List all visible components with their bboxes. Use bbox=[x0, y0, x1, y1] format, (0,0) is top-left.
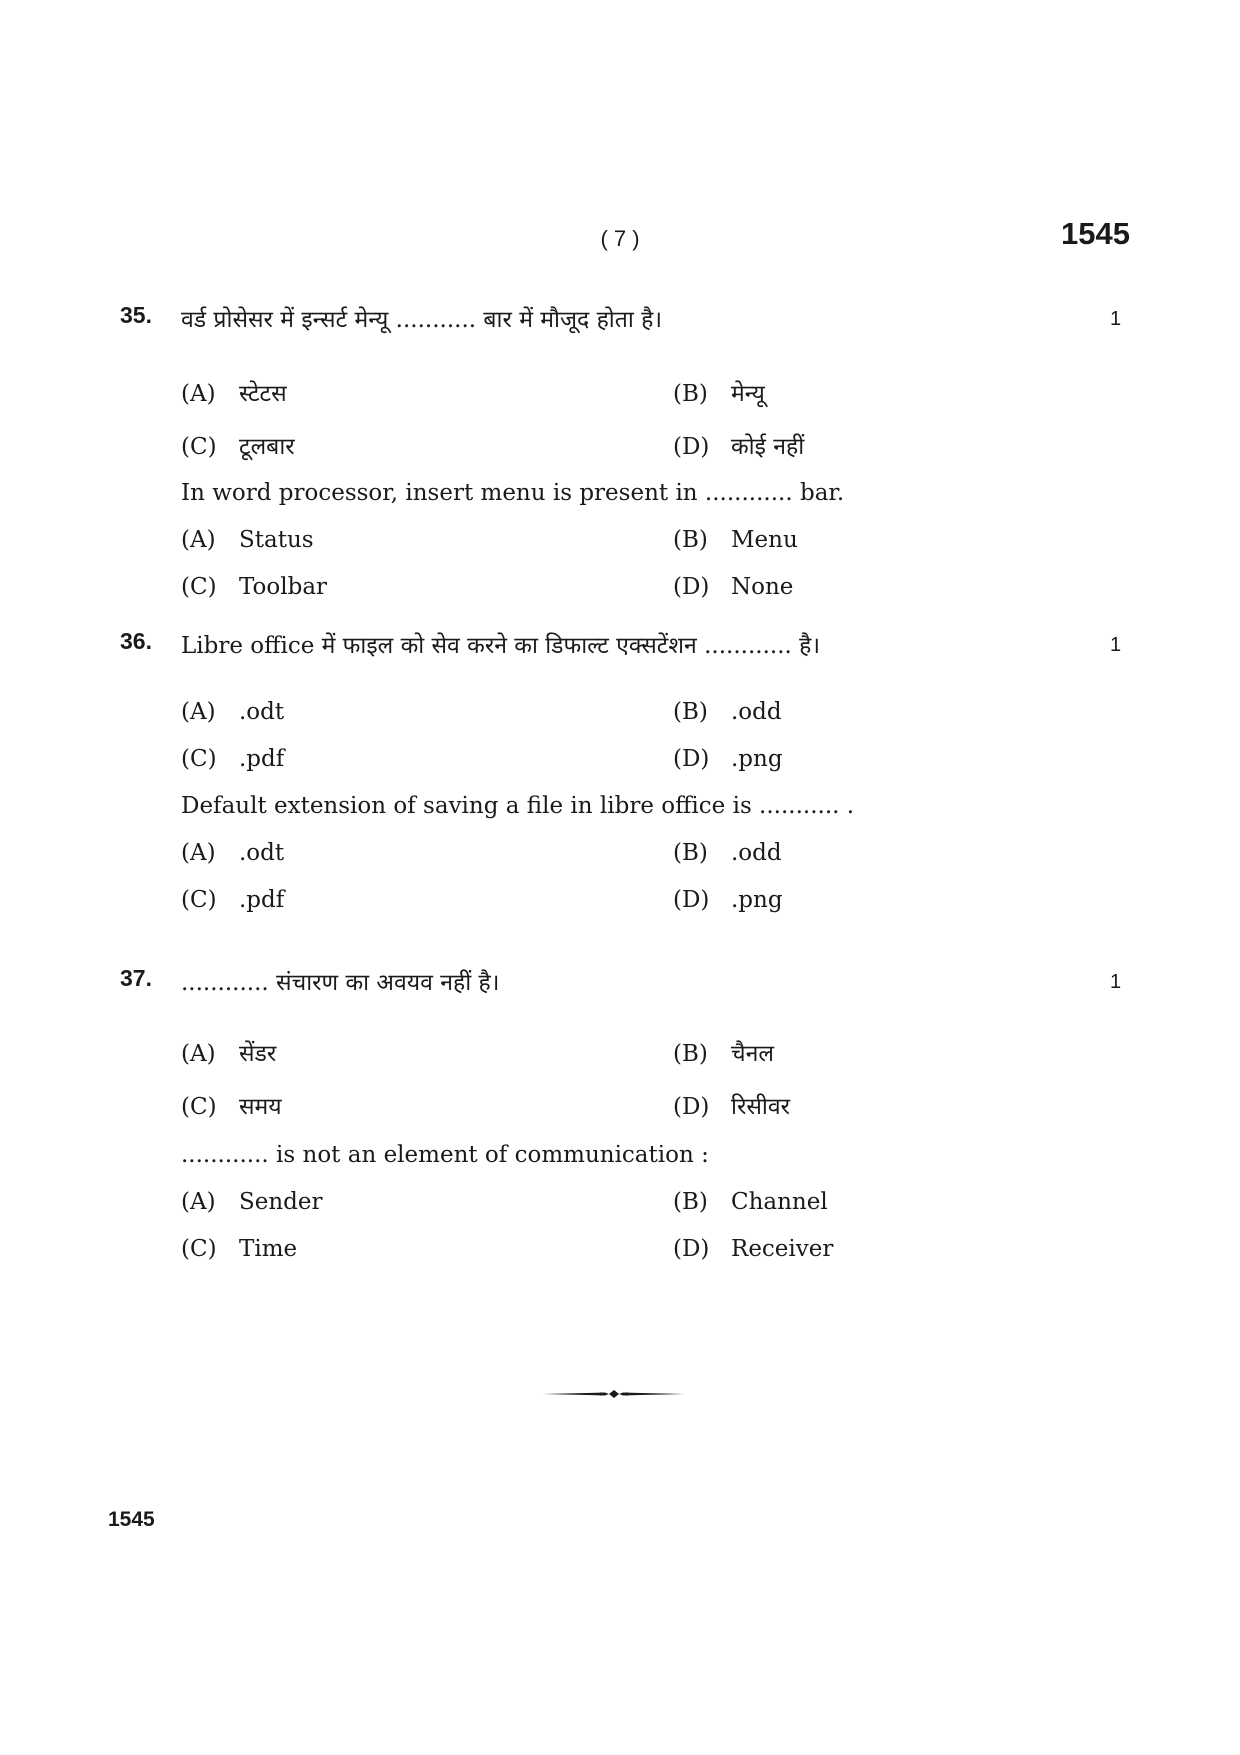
option-d-hindi bbox=[673, 746, 783, 772]
option-text: .odt bbox=[239, 840, 285, 866]
option-c-hindi bbox=[181, 1089, 282, 1121]
option-b-hindi bbox=[673, 699, 782, 725]
option-label: (A) bbox=[181, 699, 216, 725]
option-text: कोई नहीं bbox=[731, 434, 805, 460]
option-a-hindi bbox=[181, 376, 287, 408]
question-marks: 1 bbox=[1110, 308, 1122, 330]
option-a-english bbox=[181, 1189, 323, 1215]
option-label: (D) bbox=[673, 574, 710, 600]
option-text: Channel bbox=[731, 1189, 828, 1215]
option-label: (B) bbox=[673, 1189, 708, 1215]
option-text: मेन्यू bbox=[731, 381, 765, 407]
option-label: (A) bbox=[181, 527, 216, 553]
option-label: (A) bbox=[181, 381, 216, 407]
option-text: None bbox=[731, 574, 794, 600]
option-text: Receiver bbox=[731, 1236, 834, 1262]
option-c-english bbox=[181, 1236, 297, 1262]
option-text: .png bbox=[731, 746, 783, 772]
option-label: (D) bbox=[673, 1236, 710, 1262]
option-c-english bbox=[181, 887, 284, 913]
option-text: सेंडर bbox=[239, 1041, 277, 1067]
option-c-hindi bbox=[181, 746, 284, 772]
option-label: (B) bbox=[673, 527, 708, 553]
option-text: .odd bbox=[731, 840, 782, 866]
question-number: 35. bbox=[120, 302, 152, 328]
option-text: Status bbox=[239, 527, 314, 553]
question-number: 37. bbox=[120, 965, 152, 991]
option-b-english bbox=[673, 527, 798, 553]
option-label: (B) bbox=[673, 840, 708, 866]
option-label: (A) bbox=[181, 1189, 216, 1215]
option-label: (B) bbox=[673, 699, 708, 725]
question-text-english: Default extension of saving a file in libre office is ........... . bbox=[181, 793, 855, 819]
option-b-hindi bbox=[673, 376, 765, 408]
question-text-hindi: ............ संचारण का अवयव नहीं है। bbox=[181, 970, 500, 996]
option-text: Sender bbox=[239, 1189, 323, 1215]
question-text-hindi: Libre office में फाइल को सेव करने का डिफाल्ट एक्सटेंशन ............ है। bbox=[181, 633, 821, 659]
page-number: ( 7 ) bbox=[600, 226, 640, 251]
option-d-hindi bbox=[673, 429, 804, 461]
option-d-hindi bbox=[673, 1089, 790, 1121]
option-text: Time bbox=[239, 1236, 298, 1262]
option-d-english bbox=[673, 1236, 833, 1262]
option-b-english bbox=[673, 840, 782, 866]
option-label: (D) bbox=[673, 887, 710, 913]
option-a-hindi bbox=[181, 699, 284, 725]
option-text: Toolbar bbox=[239, 574, 328, 600]
option-text: .pdf bbox=[239, 746, 285, 772]
option-label: (C) bbox=[181, 574, 217, 600]
option-a-english bbox=[181, 527, 314, 553]
option-label: (A) bbox=[181, 840, 216, 866]
option-label: (D) bbox=[673, 746, 710, 772]
option-c-english bbox=[181, 574, 327, 600]
option-label: (C) bbox=[181, 1094, 217, 1120]
question-text-hindi: वर्ड प्रोसेसर में इन्सर्ट मेन्यू ........... बार में मौजूद होता है। bbox=[181, 307, 663, 333]
option-label: (C) bbox=[181, 434, 217, 460]
option-c-hindi bbox=[181, 429, 295, 461]
option-label: (C) bbox=[181, 1236, 217, 1262]
paper-code-header: 1545 bbox=[1061, 216, 1130, 251]
option-label: (B) bbox=[673, 1041, 708, 1067]
option-text: .png bbox=[731, 887, 783, 913]
option-d-english bbox=[673, 574, 793, 600]
option-d-english bbox=[673, 887, 783, 913]
option-text: रिसीवर bbox=[731, 1094, 791, 1120]
option-label: (C) bbox=[181, 887, 217, 913]
option-label: (A) bbox=[181, 1041, 216, 1067]
option-a-hindi bbox=[181, 1036, 276, 1068]
end-ornament-divider bbox=[543, 1388, 685, 1400]
option-text: .odd bbox=[731, 699, 782, 725]
option-text: टूलबार bbox=[239, 434, 295, 460]
question-text-english: In word processor, insert menu is present in ............ bar. bbox=[181, 480, 845, 506]
question-number: 36. bbox=[120, 628, 152, 654]
question-marks: 1 bbox=[1110, 971, 1122, 993]
option-label: (D) bbox=[673, 1094, 710, 1120]
option-text: स्टेटस bbox=[239, 381, 287, 407]
option-label: (B) bbox=[673, 381, 708, 407]
option-a-english bbox=[181, 840, 284, 866]
question-text-english: ............ is not an element of communication : bbox=[181, 1142, 709, 1168]
option-text: Menu bbox=[731, 527, 798, 553]
option-text: चैनल bbox=[731, 1041, 774, 1067]
option-text: .pdf bbox=[239, 887, 285, 913]
question-marks: 1 bbox=[1110, 634, 1122, 656]
option-label: (C) bbox=[181, 746, 217, 772]
option-text: .odt bbox=[239, 699, 285, 725]
option-b-hindi bbox=[673, 1036, 774, 1068]
paper-code-footer: 1545 bbox=[108, 1508, 155, 1531]
option-label: (D) bbox=[673, 434, 710, 460]
option-b-english bbox=[673, 1189, 828, 1215]
option-text: समय bbox=[239, 1094, 282, 1120]
